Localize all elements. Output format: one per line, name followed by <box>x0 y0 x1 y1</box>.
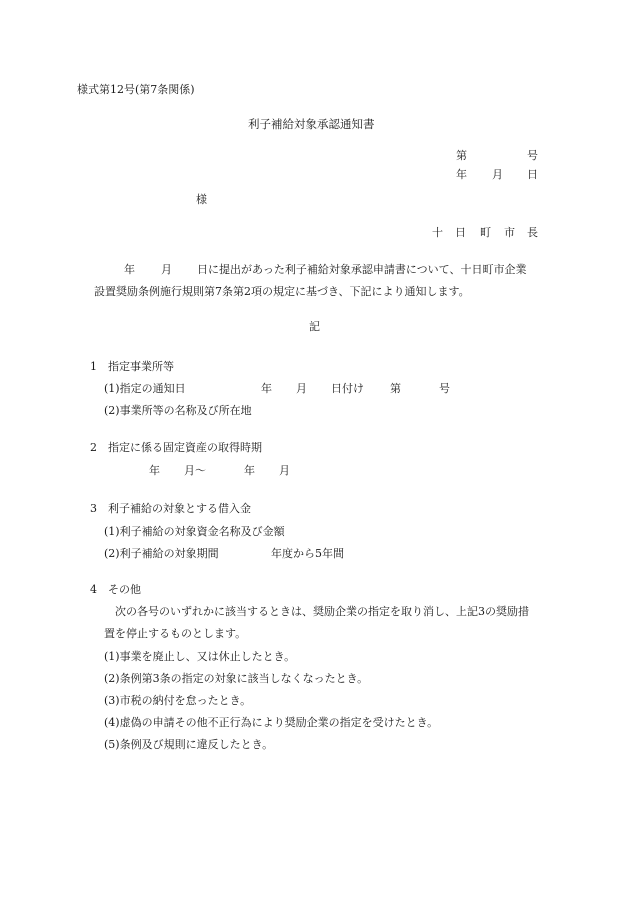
subsidy-period-value: 年度から5年間 <box>271 547 344 560</box>
facility-name-address-label: (2)事業所等の名称及び所在地 <box>104 404 252 417</box>
date-year: 年 <box>456 168 467 181</box>
subsidy-period-label: (2)利子補給の対象期間 <box>104 547 219 560</box>
acquisition-month-start: 月〜 <box>184 464 206 477</box>
section-2-heading: 2 指定に係る固定資産の取得時期 <box>90 441 262 454</box>
loan-fund-name-label: (1)利子補給の対象資金名称及び金額 <box>104 525 285 538</box>
form-number: 様式第12号(第7条関係) <box>77 83 195 96</box>
acquisition-year-end: 年 <box>244 464 255 477</box>
issuer-char: 町 <box>480 226 491 239</box>
section-1-heading: 1 指定事業所等 <box>90 360 174 373</box>
section-4-intro: 次の各号のいずれかに該当するときは、奨励企業の指定を取り消し、上記3の奨励措 <box>115 605 529 618</box>
doc-number-go: 号 <box>527 149 538 162</box>
section-3-heading: 3 利子補給の対象とする借入金 <box>90 502 251 515</box>
list-item: (1)事業を廃止し、又は休止したとき。 <box>104 650 296 663</box>
issuer-char: 日 <box>455 226 466 239</box>
body-year: 年 <box>124 263 135 276</box>
addressee-honorific: 様 <box>196 193 207 206</box>
list-item: (4)虚偽の申請その他不正行為により奨励企業の指定を受けたとき。 <box>104 716 439 729</box>
list-item: (2)条例第3条の指定の対象に該当しなくなったとき。 <box>104 672 369 685</box>
section-4-intro-cont: 置を停止するものとします。 <box>104 627 247 640</box>
list-item: (5)条例及び規則に違反したとき。 <box>104 738 274 751</box>
acquisition-month-end: 月 <box>279 464 290 477</box>
body-month: 月 <box>161 263 172 276</box>
designation-go: 号 <box>439 382 450 395</box>
document-title: 利子補給対象承認通知書 <box>248 117 375 131</box>
designation-month: 月 <box>296 382 307 395</box>
date-month: 月 <box>492 168 503 181</box>
designation-notice-date-label: (1)指定の通知日 <box>104 382 186 395</box>
doc-number-dai: 第 <box>456 149 467 162</box>
body-line1-text: 日に提出があった利子補給対象承認申請書について、十日町市企業 <box>197 263 527 276</box>
list-item: (3)市税の納付を怠ったとき。 <box>104 694 252 707</box>
designation-day: 日付け <box>331 382 364 395</box>
acquisition-year-start: 年 <box>149 464 160 477</box>
issuer-char: 市 <box>504 226 515 239</box>
designation-dai: 第 <box>390 382 401 395</box>
body-line2-text: 設置奨励条例施行規則第7条第2項の規定に基づき、下記により通知します。 <box>94 285 470 298</box>
ki-heading: 記 <box>309 320 320 333</box>
section-4-heading: 4 その他 <box>90 583 141 596</box>
issuer-char: 長 <box>527 226 538 239</box>
designation-year: 年 <box>261 382 272 395</box>
date-day: 日 <box>527 168 538 181</box>
issuer-char: 十 <box>432 226 443 239</box>
